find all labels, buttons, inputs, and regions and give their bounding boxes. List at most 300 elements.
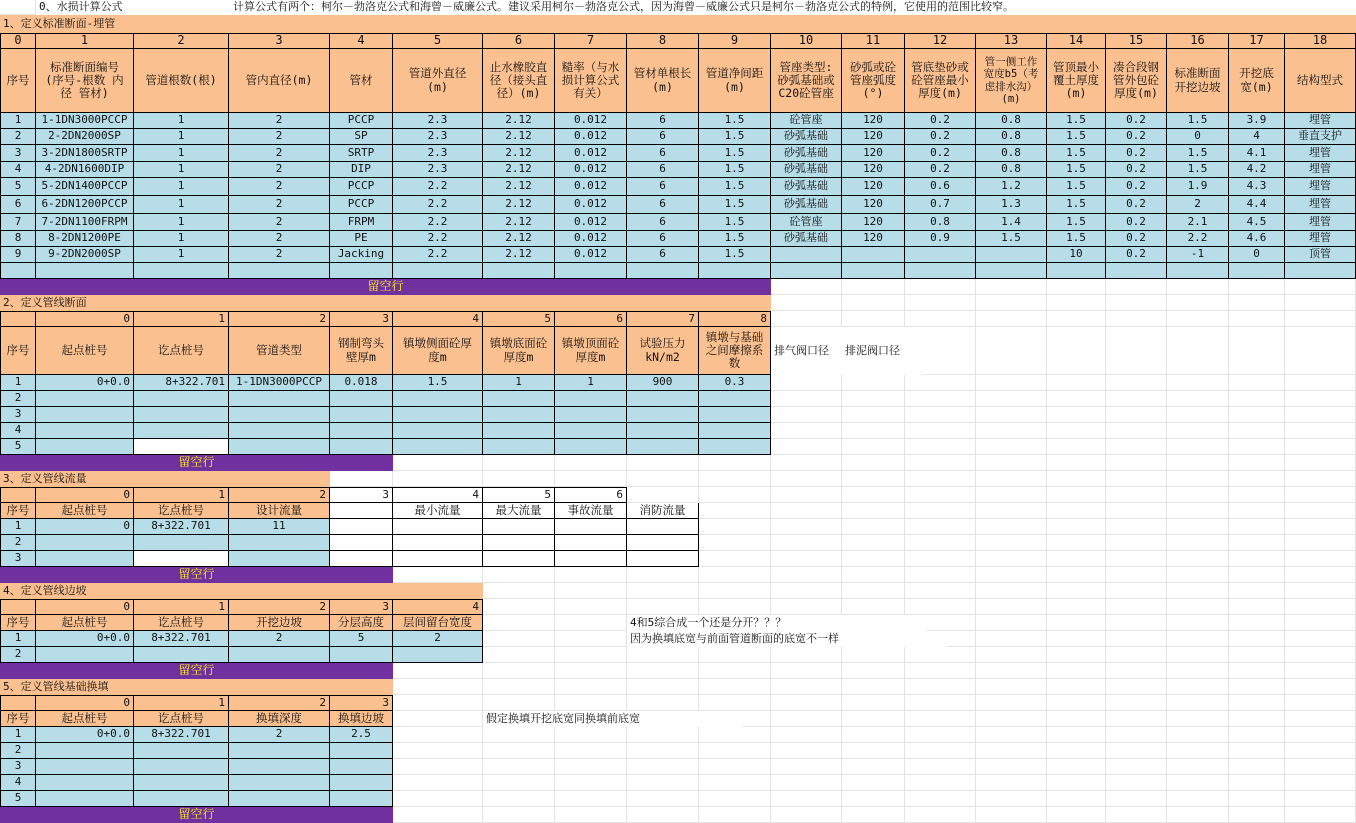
grid-cell[interactable] bbox=[1229, 423, 1285, 439]
s3-header[interactable] bbox=[330, 503, 393, 519]
s1-table-cell[interactable]: 3-2DN1800SRTP bbox=[36, 145, 134, 162]
grid-cell[interactable] bbox=[555, 775, 627, 791]
s2-col-index[interactable]: 2 bbox=[229, 311, 330, 327]
s2-table-cell[interactable]: 5 bbox=[0, 439, 36, 455]
s2-col-index[interactable]: 5 bbox=[483, 311, 555, 327]
s1-table-cell[interactable]: SRTP bbox=[330, 145, 393, 162]
reserve-row-4[interactable]: 留空行 bbox=[0, 663, 393, 679]
s1-header[interactable]: 凑合段钢 管外包砼 厚度(m) bbox=[1106, 49, 1167, 113]
s4-col-index[interactable] bbox=[0, 599, 36, 615]
grid-cell[interactable] bbox=[1167, 391, 1229, 407]
s1-table-cell[interactable]: 0.8 bbox=[976, 162, 1047, 178]
grid-cell[interactable] bbox=[976, 711, 1047, 727]
s1-table-cell[interactable]: 0.2 bbox=[1106, 162, 1167, 178]
s2-table-cell[interactable] bbox=[36, 439, 134, 455]
s1-table-cell[interactable]: 0.2 bbox=[905, 162, 976, 178]
s1-col-index[interactable]: 7 bbox=[555, 33, 627, 49]
grid-cell[interactable] bbox=[842, 423, 905, 439]
s1-table-cell[interactable]: 1.5 bbox=[699, 129, 771, 145]
grid-cell[interactable] bbox=[483, 775, 555, 791]
section4-title[interactable]: 4、定义管线边坡 bbox=[0, 583, 483, 599]
s1-table-cell[interactable]: 2.2 bbox=[393, 231, 483, 247]
grid-cell[interactable] bbox=[555, 615, 627, 631]
grid-cell[interactable] bbox=[627, 455, 699, 471]
s2-table-cell[interactable] bbox=[134, 407, 229, 423]
s2-table-cell[interactable]: 1 bbox=[483, 375, 555, 391]
grid-cell[interactable] bbox=[976, 647, 1047, 663]
s5-col-index[interactable] bbox=[0, 695, 36, 711]
s5-header[interactable]: 起点桩号 bbox=[36, 711, 134, 727]
grid-cell[interactable] bbox=[1229, 759, 1285, 775]
grid-cell[interactable] bbox=[905, 503, 976, 519]
grid-cell[interactable] bbox=[1229, 311, 1285, 327]
grid-cell[interactable] bbox=[1229, 279, 1285, 295]
grid-cell[interactable] bbox=[1106, 327, 1167, 375]
grid-cell[interactable] bbox=[627, 471, 699, 487]
grid-cell[interactable] bbox=[1167, 599, 1229, 615]
grid-cell[interactable] bbox=[1285, 423, 1356, 439]
s1-table-cell[interactable] bbox=[0, 263, 36, 279]
s1-table-cell[interactable]: 2.12 bbox=[483, 178, 555, 196]
s4-table-cell[interactable]: 2 bbox=[393, 631, 483, 647]
s1-header[interactable]: 管内直径(m) bbox=[229, 49, 330, 113]
grid-cell[interactable] bbox=[699, 455, 771, 471]
grid-cell[interactable] bbox=[771, 439, 842, 455]
s1-table-cell[interactable]: 1.5 bbox=[1167, 113, 1229, 129]
grid-cell[interactable] bbox=[1047, 759, 1106, 775]
s4-col-index[interactable]: 3 bbox=[330, 599, 393, 615]
grid-cell[interactable] bbox=[842, 407, 905, 423]
s1-table-cell[interactable]: 2.3 bbox=[393, 113, 483, 129]
grid-cell[interactable] bbox=[1106, 775, 1167, 791]
grid-cell[interactable] bbox=[976, 455, 1047, 471]
grid-cell[interactable] bbox=[1167, 455, 1229, 471]
grid-cell[interactable] bbox=[1285, 663, 1356, 679]
s1-table-cell[interactable]: 4.1 bbox=[1229, 145, 1285, 162]
grid-cell[interactable] bbox=[976, 423, 1047, 439]
grid-cell[interactable] bbox=[1285, 327, 1356, 375]
s1-table-cell[interactable]: 0.2 bbox=[1106, 113, 1167, 129]
s3-header[interactable]: 讫点桩号 bbox=[134, 503, 229, 519]
grid-cell[interactable] bbox=[771, 487, 842, 503]
s1-table-cell[interactable]: 5 bbox=[0, 178, 36, 196]
s1-col-index[interactable]: 1 bbox=[36, 33, 134, 49]
grid-cell[interactable] bbox=[905, 663, 976, 679]
s1-table-cell[interactable]: 顶管 bbox=[1285, 247, 1356, 263]
s5-table-cell[interactable] bbox=[330, 791, 393, 807]
grid-cell[interactable] bbox=[1167, 439, 1229, 455]
grid-cell[interactable] bbox=[627, 679, 699, 695]
s1-table-cell[interactable]: 砂弧基础 bbox=[771, 231, 842, 247]
s1-table-cell[interactable]: 1.5 bbox=[1047, 145, 1106, 162]
grid-cell[interactable] bbox=[1285, 487, 1356, 503]
grid-cell[interactable] bbox=[555, 647, 627, 663]
grid-cell[interactable] bbox=[1047, 503, 1106, 519]
grid-cell[interactable] bbox=[1229, 519, 1285, 535]
s5-table-cell[interactable]: 2.5 bbox=[330, 727, 393, 743]
grid-cell[interactable] bbox=[1167, 295, 1229, 311]
section3-title[interactable]: 3、定义管线流量 bbox=[0, 471, 330, 487]
grid-cell[interactable] bbox=[1285, 295, 1356, 311]
s2-table-cell[interactable] bbox=[699, 439, 771, 455]
s1-table-cell[interactable]: 3 bbox=[0, 145, 36, 162]
s1-col-index[interactable]: 12 bbox=[905, 33, 976, 49]
s1-table-cell[interactable] bbox=[330, 263, 393, 279]
grid-cell[interactable] bbox=[905, 759, 976, 775]
s3-table-cell[interactable] bbox=[555, 535, 627, 551]
s2-table-cell[interactable] bbox=[330, 439, 393, 455]
s4-table-cell[interactable] bbox=[134, 647, 229, 663]
s1-table-cell[interactable]: 2.2 bbox=[1167, 231, 1229, 247]
grid-cell[interactable] bbox=[905, 391, 976, 407]
s3-table-cell[interactable] bbox=[134, 551, 229, 567]
grid-cell[interactable] bbox=[842, 295, 905, 311]
grid-cell[interactable] bbox=[905, 551, 976, 567]
grid-cell[interactable] bbox=[1106, 551, 1167, 567]
s2-table-cell[interactable] bbox=[555, 423, 627, 439]
grid-cell[interactable] bbox=[393, 695, 483, 711]
grid-cell[interactable] bbox=[1047, 743, 1106, 759]
s1-table-cell[interactable]: 4.3 bbox=[1229, 178, 1285, 196]
s1-table-cell[interactable]: 0.2 bbox=[1106, 129, 1167, 145]
grid-cell[interactable] bbox=[699, 471, 771, 487]
s1-table-cell[interactable]: 2.2 bbox=[393, 214, 483, 231]
grid-cell[interactable] bbox=[771, 471, 842, 487]
grid-cell[interactable] bbox=[771, 551, 842, 567]
grid-cell[interactable] bbox=[976, 407, 1047, 423]
grid-cell[interactable] bbox=[1167, 791, 1229, 807]
s3-table-cell[interactable] bbox=[393, 519, 483, 535]
s1-table-cell[interactable]: 4.6 bbox=[1229, 231, 1285, 247]
formula-note[interactable]: 计算公式有两个：柯尔－勃洛克公式和海曾－威廉公式。建议采用柯尔－勃洛克公式，因为海曾－威廉公式只是柯尔－勃洛克公式的特例，它使用的范围比较窄。 bbox=[230, 0, 1356, 15]
grid-cell[interactable] bbox=[555, 759, 627, 775]
grid-cell[interactable] bbox=[483, 599, 555, 615]
grid-cell[interactable] bbox=[905, 711, 976, 727]
s5-table-cell[interactable] bbox=[134, 791, 229, 807]
grid-cell[interactable] bbox=[1167, 615, 1229, 631]
s2-table-cell[interactable] bbox=[393, 439, 483, 455]
s2-header[interactable]: 序号 bbox=[0, 327, 36, 375]
s2-table-cell[interactable] bbox=[555, 391, 627, 407]
s1-table-cell[interactable]: 砂弧基础 bbox=[771, 178, 842, 196]
grid-cell[interactable] bbox=[905, 279, 976, 295]
s3-table-cell[interactable] bbox=[330, 535, 393, 551]
s2-table-cell[interactable] bbox=[483, 439, 555, 455]
s1-table-cell[interactable]: 0.012 bbox=[555, 145, 627, 162]
grid-cell[interactable] bbox=[1106, 375, 1167, 391]
s1-header[interactable]: 管材单根长 (m) bbox=[627, 49, 699, 113]
grid-cell[interactable] bbox=[842, 759, 905, 775]
s1-table-cell[interactable]: 0.012 bbox=[555, 196, 627, 214]
s5-table-cell[interactable] bbox=[36, 759, 134, 775]
grid-cell[interactable] bbox=[0, 0, 36, 15]
s1-table-cell[interactable]: 7-2DN1100FRPM bbox=[36, 214, 134, 231]
s1-table-cell[interactable]: 10 bbox=[1047, 247, 1106, 263]
grid-cell[interactable] bbox=[1106, 471, 1167, 487]
s2-table-cell[interactable]: 1-1DN3000PCCP bbox=[229, 375, 330, 391]
grid-cell[interactable] bbox=[905, 775, 976, 791]
grid-cell[interactable] bbox=[842, 567, 905, 583]
s1-table-cell[interactable]: 0.012 bbox=[555, 113, 627, 129]
grid-cell[interactable] bbox=[1047, 775, 1106, 791]
s5-table-cell[interactable] bbox=[36, 775, 134, 791]
grid-cell[interactable] bbox=[483, 471, 555, 487]
s4-col-index[interactable]: 0 bbox=[36, 599, 134, 615]
s1-header[interactable]: 管材 bbox=[330, 49, 393, 113]
s1-table-cell[interactable]: Jacking bbox=[330, 247, 393, 263]
reserve-row-5[interactable]: 留空行 bbox=[0, 807, 393, 823]
grid-cell[interactable] bbox=[699, 503, 771, 519]
s3-col-index[interactable]: 3 bbox=[330, 487, 393, 503]
s2-table-cell[interactable] bbox=[699, 391, 771, 407]
s1-table-cell[interactable]: 6 bbox=[627, 214, 699, 231]
s1-table-cell[interactable]: 4.5 bbox=[1229, 214, 1285, 231]
grid-cell[interactable] bbox=[1047, 375, 1106, 391]
grid-cell[interactable] bbox=[771, 279, 842, 295]
grid-cell[interactable] bbox=[627, 759, 699, 775]
section5-title[interactable]: 5、定义管线基础换填 bbox=[0, 679, 393, 695]
grid-cell[interactable] bbox=[627, 647, 699, 663]
s1-table-cell[interactable]: 2 bbox=[0, 129, 36, 145]
grid-cell[interactable] bbox=[1167, 487, 1229, 503]
grid-cell[interactable] bbox=[1106, 519, 1167, 535]
grid-cell[interactable] bbox=[1167, 807, 1229, 823]
s1-table-cell[interactable]: 1-1DN3000PCCP bbox=[36, 113, 134, 129]
grid-cell[interactable] bbox=[483, 791, 555, 807]
s1-table-cell[interactable]: 1.5 bbox=[1047, 214, 1106, 231]
s1-table-cell[interactable]: 2.12 bbox=[483, 247, 555, 263]
grid-cell[interactable] bbox=[976, 791, 1047, 807]
s2-header[interactable]: 镇墩与基础 之间摩擦系 数 bbox=[699, 327, 771, 375]
s5-col-index[interactable]: 2 bbox=[229, 695, 330, 711]
grid-cell[interactable] bbox=[483, 743, 555, 759]
grid-cell[interactable] bbox=[1229, 679, 1285, 695]
s2-col-index[interactable]: 3 bbox=[330, 311, 393, 327]
s5-col-index[interactable]: 0 bbox=[36, 695, 134, 711]
s1-table-cell[interactable]: 1.5 bbox=[976, 231, 1047, 247]
s3-table-cell[interactable] bbox=[483, 519, 555, 535]
grid-cell[interactable] bbox=[1047, 279, 1106, 295]
grid-cell[interactable] bbox=[976, 727, 1047, 743]
grid-cell[interactable] bbox=[842, 551, 905, 567]
s2-table-cell[interactable] bbox=[627, 439, 699, 455]
s1-table-cell[interactable]: 砂弧基础 bbox=[771, 162, 842, 178]
s1-col-index[interactable]: 16 bbox=[1167, 33, 1229, 49]
s3-col-index[interactable]: 6 bbox=[555, 487, 627, 503]
grid-cell[interactable] bbox=[1285, 567, 1356, 583]
grid-cell[interactable] bbox=[1285, 647, 1356, 663]
s4-table-cell[interactable]: 1 bbox=[0, 631, 36, 647]
s1-table-cell[interactable]: 1 bbox=[0, 113, 36, 129]
s1-col-index[interactable]: 6 bbox=[483, 33, 555, 49]
s2-col-index[interactable]: 1 bbox=[134, 311, 229, 327]
grid-cell[interactable] bbox=[842, 391, 905, 407]
s1-table-cell[interactable]: 砂弧基础 bbox=[771, 145, 842, 162]
s1-table-cell[interactable]: 2 bbox=[229, 162, 330, 178]
grid-cell[interactable] bbox=[905, 519, 976, 535]
grid-cell[interactable] bbox=[627, 695, 699, 711]
s3-table-cell[interactable]: 1 bbox=[0, 519, 36, 535]
grid-cell[interactable] bbox=[699, 679, 771, 695]
grid-cell[interactable] bbox=[555, 727, 627, 743]
s1-header[interactable]: 管座类型: 砂弧基础或 C20砼管座 bbox=[771, 49, 842, 113]
s1-table-cell[interactable]: 0.9 bbox=[905, 231, 976, 247]
grid-cell[interactable] bbox=[1106, 503, 1167, 519]
s2-table-cell[interactable]: 900 bbox=[627, 375, 699, 391]
s5-col-index[interactable]: 1 bbox=[134, 695, 229, 711]
s1-table-cell[interactable]: PCCP bbox=[330, 113, 393, 129]
s1-header[interactable]: 止水橡胶直 径（接头直 径）(m) bbox=[483, 49, 555, 113]
grid-cell[interactable] bbox=[842, 583, 905, 599]
grid-cell[interactable] bbox=[627, 583, 699, 599]
s4-table-cell[interactable]: 0+0.0 bbox=[36, 631, 134, 647]
grid-cell[interactable] bbox=[905, 567, 976, 583]
s1-header[interactable]: 管道外直径 (m) bbox=[393, 49, 483, 113]
s1-table-cell[interactable] bbox=[483, 263, 555, 279]
s1-table-cell[interactable]: 4.4 bbox=[1229, 196, 1285, 214]
s1-table-cell[interactable]: 120 bbox=[842, 231, 905, 247]
s2-table-cell[interactable] bbox=[330, 407, 393, 423]
grid-cell[interactable] bbox=[393, 759, 483, 775]
s1-table-cell[interactable]: 2 bbox=[229, 214, 330, 231]
s2-col-index[interactable]: 4 bbox=[393, 311, 483, 327]
grid-cell[interactable] bbox=[1167, 311, 1229, 327]
grid-cell[interactable] bbox=[1167, 519, 1229, 535]
grid-cell[interactable] bbox=[771, 295, 842, 311]
grid-cell[interactable] bbox=[1047, 471, 1106, 487]
s5-table-cell[interactable]: 3 bbox=[0, 759, 36, 775]
s1-table-cell[interactable]: 1 bbox=[134, 113, 229, 129]
s1-table-cell[interactable]: 1.5 bbox=[699, 247, 771, 263]
grid-cell[interactable] bbox=[976, 327, 1047, 375]
s3-table-cell[interactable] bbox=[229, 551, 330, 567]
s1-table-cell[interactable]: 0.012 bbox=[555, 214, 627, 231]
grid-cell[interactable] bbox=[483, 631, 555, 647]
grid-cell[interactable] bbox=[483, 583, 555, 599]
grid-cell[interactable] bbox=[1167, 279, 1229, 295]
s1-table-cell[interactable]: 1 bbox=[134, 231, 229, 247]
s1-table-cell[interactable]: 6 bbox=[627, 113, 699, 129]
grid-cell[interactable] bbox=[1285, 679, 1356, 695]
s1-table-cell[interactable]: 6 bbox=[627, 145, 699, 162]
s2-header[interactable]: 镇墩底面砼 厚度m bbox=[483, 327, 555, 375]
grid-cell[interactable] bbox=[483, 807, 555, 823]
grid-cell[interactable] bbox=[393, 679, 483, 695]
s2-table-cell[interactable] bbox=[627, 423, 699, 439]
s4-table-cell[interactable]: 2 bbox=[0, 647, 36, 663]
s1-col-index[interactable]: 5 bbox=[393, 33, 483, 49]
s1-header[interactable]: 标准断面 开挖边坡 bbox=[1167, 49, 1229, 113]
s1-table-cell[interactable]: 4 bbox=[0, 162, 36, 178]
s3-table-cell[interactable] bbox=[555, 551, 627, 567]
s4-header[interactable]: 开挖边坡 bbox=[229, 615, 330, 631]
grid-cell[interactable] bbox=[1047, 583, 1106, 599]
s1-table-cell[interactable]: 0.012 bbox=[555, 129, 627, 145]
grid-cell[interactable] bbox=[555, 583, 627, 599]
grid-cell[interactable] bbox=[1047, 631, 1106, 647]
grid-cell[interactable] bbox=[1285, 391, 1356, 407]
grid-cell[interactable] bbox=[330, 471, 393, 487]
s2-table-cell[interactable] bbox=[36, 407, 134, 423]
s1-header[interactable]: 管顶最小 覆土厚度 (m) bbox=[1047, 49, 1106, 113]
grid-cell[interactable] bbox=[1229, 327, 1285, 375]
grid-cell[interactable] bbox=[627, 567, 699, 583]
grid-cell[interactable] bbox=[771, 423, 842, 439]
grid-cell[interactable] bbox=[1229, 583, 1285, 599]
grid-cell[interactable] bbox=[976, 695, 1047, 711]
grid-cell[interactable] bbox=[1167, 759, 1229, 775]
s1-table-cell[interactable] bbox=[393, 263, 483, 279]
s2-table-cell[interactable]: 4 bbox=[0, 423, 36, 439]
s4-table-cell[interactable] bbox=[229, 647, 330, 663]
grid-cell[interactable] bbox=[1285, 743, 1356, 759]
grid-cell[interactable] bbox=[1047, 791, 1106, 807]
s1-table-cell[interactable]: 1 bbox=[134, 162, 229, 178]
grid-cell[interactable] bbox=[842, 711, 905, 727]
grid-cell[interactable] bbox=[771, 663, 842, 679]
s3-table-cell[interactable] bbox=[627, 519, 699, 535]
s1-table-cell[interactable]: 2.2 bbox=[393, 196, 483, 214]
s1-table-cell[interactable]: 9 bbox=[0, 247, 36, 263]
grid-cell[interactable] bbox=[699, 791, 771, 807]
grid-cell[interactable] bbox=[1106, 567, 1167, 583]
s1-table-cell[interactable]: 2.12 bbox=[483, 129, 555, 145]
s1-table-cell[interactable]: 2.12 bbox=[483, 162, 555, 178]
s1-table-cell[interactable]: 1 bbox=[134, 129, 229, 145]
s1-table-cell[interactable]: 1.4 bbox=[976, 214, 1047, 231]
s1-table-cell[interactable]: 垂直支护 bbox=[1285, 129, 1356, 145]
s1-table-cell[interactable]: 120 bbox=[842, 214, 905, 231]
s2-table-cell[interactable] bbox=[483, 407, 555, 423]
grid-cell[interactable] bbox=[1106, 423, 1167, 439]
s1-table-cell[interactable]: 埋管 bbox=[1285, 214, 1356, 231]
grid-cell[interactable] bbox=[771, 711, 842, 727]
grid-cell[interactable] bbox=[1229, 439, 1285, 455]
s1-table-cell[interactable]: 2.1 bbox=[1167, 214, 1229, 231]
grid-cell[interactable] bbox=[771, 455, 842, 471]
s1-table-cell[interactable]: 2 bbox=[229, 129, 330, 145]
s2-header[interactable]: 起点桩号 bbox=[36, 327, 134, 375]
s1-table-cell[interactable]: 2.12 bbox=[483, 214, 555, 231]
s1-table-cell[interactable] bbox=[699, 263, 771, 279]
grid-cell[interactable] bbox=[699, 535, 771, 551]
s3-header[interactable]: 最小流量 bbox=[393, 503, 483, 519]
s5-table-cell[interactable] bbox=[36, 791, 134, 807]
grid-cell[interactable] bbox=[976, 439, 1047, 455]
s4-table-cell[interactable] bbox=[330, 647, 393, 663]
s1-table-cell[interactable]: 0.012 bbox=[555, 162, 627, 178]
grid-cell[interactable] bbox=[1047, 535, 1106, 551]
s2-table-cell[interactable]: 2 bbox=[0, 391, 36, 407]
s1-table-cell[interactable]: 0.2 bbox=[1106, 178, 1167, 196]
grid-cell[interactable] bbox=[1167, 503, 1229, 519]
grid-cell[interactable] bbox=[1106, 407, 1167, 423]
grid-cell[interactable] bbox=[1229, 791, 1285, 807]
grid-cell[interactable] bbox=[905, 807, 976, 823]
grid-cell[interactable] bbox=[1106, 743, 1167, 759]
grid-cell[interactable] bbox=[1047, 295, 1106, 311]
s3-col-index[interactable]: 0 bbox=[36, 487, 134, 503]
grid-cell[interactable] bbox=[393, 455, 483, 471]
s2-table-cell[interactable] bbox=[134, 391, 229, 407]
grid-cell[interactable] bbox=[842, 311, 905, 327]
grid-cell[interactable] bbox=[771, 743, 842, 759]
grid-cell[interactable] bbox=[1106, 711, 1167, 727]
grid-cell[interactable] bbox=[771, 503, 842, 519]
sheet-title[interactable]: 0、水损计算公式 bbox=[36, 0, 230, 15]
s1-col-index[interactable]: 17 bbox=[1229, 33, 1285, 49]
s2-header[interactable]: 讫点桩号 bbox=[134, 327, 229, 375]
